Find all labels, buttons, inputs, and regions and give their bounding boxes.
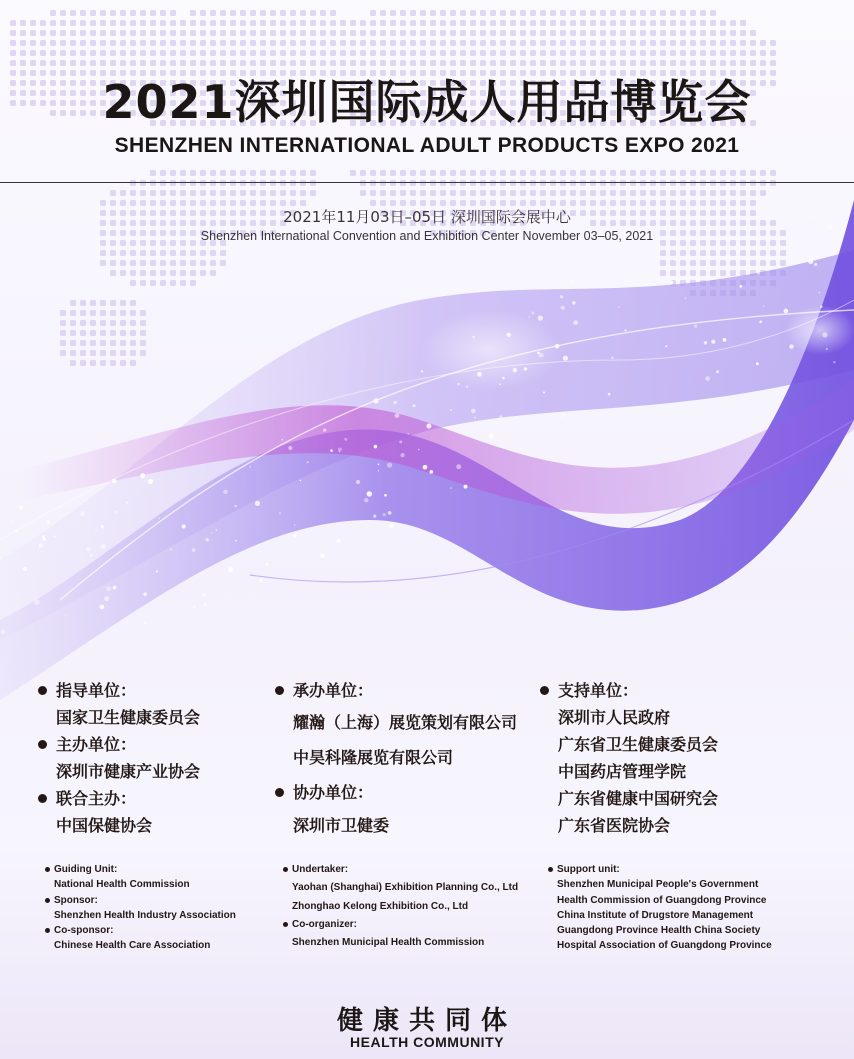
support-unit-cn-4: 广东省健康中国研究会 (558, 789, 719, 808)
coorganizer-unit-en: Shenzhen Municipal Health Commission (292, 937, 485, 949)
guiding-unit-en: National Health Commission (54, 879, 190, 891)
guiding-label-en: Guiding Unit: (45, 862, 236, 877)
undertaker-unit-cn-1: 耀瀚（上海）展览策划有限公司 (293, 713, 518, 732)
support-unit-en-5: Hospital Association of Guangdong Province (557, 940, 772, 952)
support-unit-en-4: Guangdong Province Health China Society (557, 925, 761, 937)
undertaker-label-en: Undertaker: (283, 862, 518, 877)
organizers-en-col-2 (283, 862, 518, 950)
guiding-unit-cn: 国家卫生健康委员会 (56, 708, 201, 727)
sponsor-label-en: Sponsor: (45, 893, 236, 908)
support-unit-cn-5: 广东省医院协会 (558, 816, 671, 835)
sponsor-unit-en: Shenzhen Health Industry Association (54, 909, 236, 921)
support-unit-cn-3: 中国药店管理学院 (558, 762, 687, 781)
coorganizer-label-cn: 协办单位： (275, 779, 517, 806)
sponsor-unit-cn: 深圳市健康产业协会 (56, 762, 201, 781)
slogan-en: HEALTH COMMUNITY (350, 1034, 504, 1050)
organizers-cn-col-1 (38, 677, 200, 839)
undertaker-label-cn: 承办单位： (275, 677, 517, 704)
expo-title-cn: 2021深圳国际成人用品博览会 (102, 75, 752, 129)
support-label-cn: 支持单位： (540, 677, 718, 704)
coorganizer-label-en: Co-organizer: (283, 917, 518, 932)
header-divider (0, 182, 854, 183)
support-unit-cn-2: 广东省卫生健康委员会 (558, 735, 719, 754)
support-unit-cn-1: 深圳市人民政府 (558, 708, 671, 727)
organizers-cn-col-3 (540, 677, 718, 839)
guiding-label-cn: 指导单位： (38, 677, 200, 704)
date-venue-cn: 2021年11月03日–05日 深圳国际会展中心 (283, 208, 571, 226)
cosponsor-label-en: Co-sponsor: (45, 923, 236, 938)
organizers-en-col-1 (45, 862, 236, 954)
date-venue-en: Shenzhen International Convention and Exhibition Center November 03–05, 2021 (200, 229, 654, 243)
sponsor-label-cn: 主办单位： (38, 731, 200, 758)
cosponsor-unit-cn: 中国保健协会 (56, 816, 153, 835)
support-label-en: Support unit: (548, 862, 772, 877)
undertaker-unit-cn-2: 中昊科隆展览有限公司 (293, 748, 454, 767)
slogan-cn: 健康共同体 (336, 1006, 517, 1036)
expo-title-en: SHENZHEN INTERNATIONAL ADULT PRODUCTS EXPO 2021 (114, 134, 740, 157)
sparkle-glow-2 (785, 305, 854, 355)
support-unit-en-1: Shenzhen Municipal People's Government (557, 879, 759, 891)
support-unit-en-2: Health Commission of Guangdong Province (557, 894, 767, 906)
undertaker-unit-en-1: Yaohan (Shanghai) Exhibition Planning Co., Ltd (292, 882, 519, 894)
organizers-cn-col-2 (275, 677, 517, 839)
sparkle-glow (420, 310, 560, 390)
support-unit-en-3: China Institute of Drugstore Management (557, 909, 754, 921)
undertaker-unit-en-2: Zhonghao Kelong Exhibition Co., Ltd (292, 900, 469, 912)
organizers-en-col-3 (548, 862, 772, 954)
cosponsor-unit-en: Chinese Health Care Association (54, 940, 211, 952)
coorganizer-unit-cn: 深圳市卫健委 (293, 816, 390, 835)
cosponsor-label-cn: 联合主办： (38, 785, 200, 812)
